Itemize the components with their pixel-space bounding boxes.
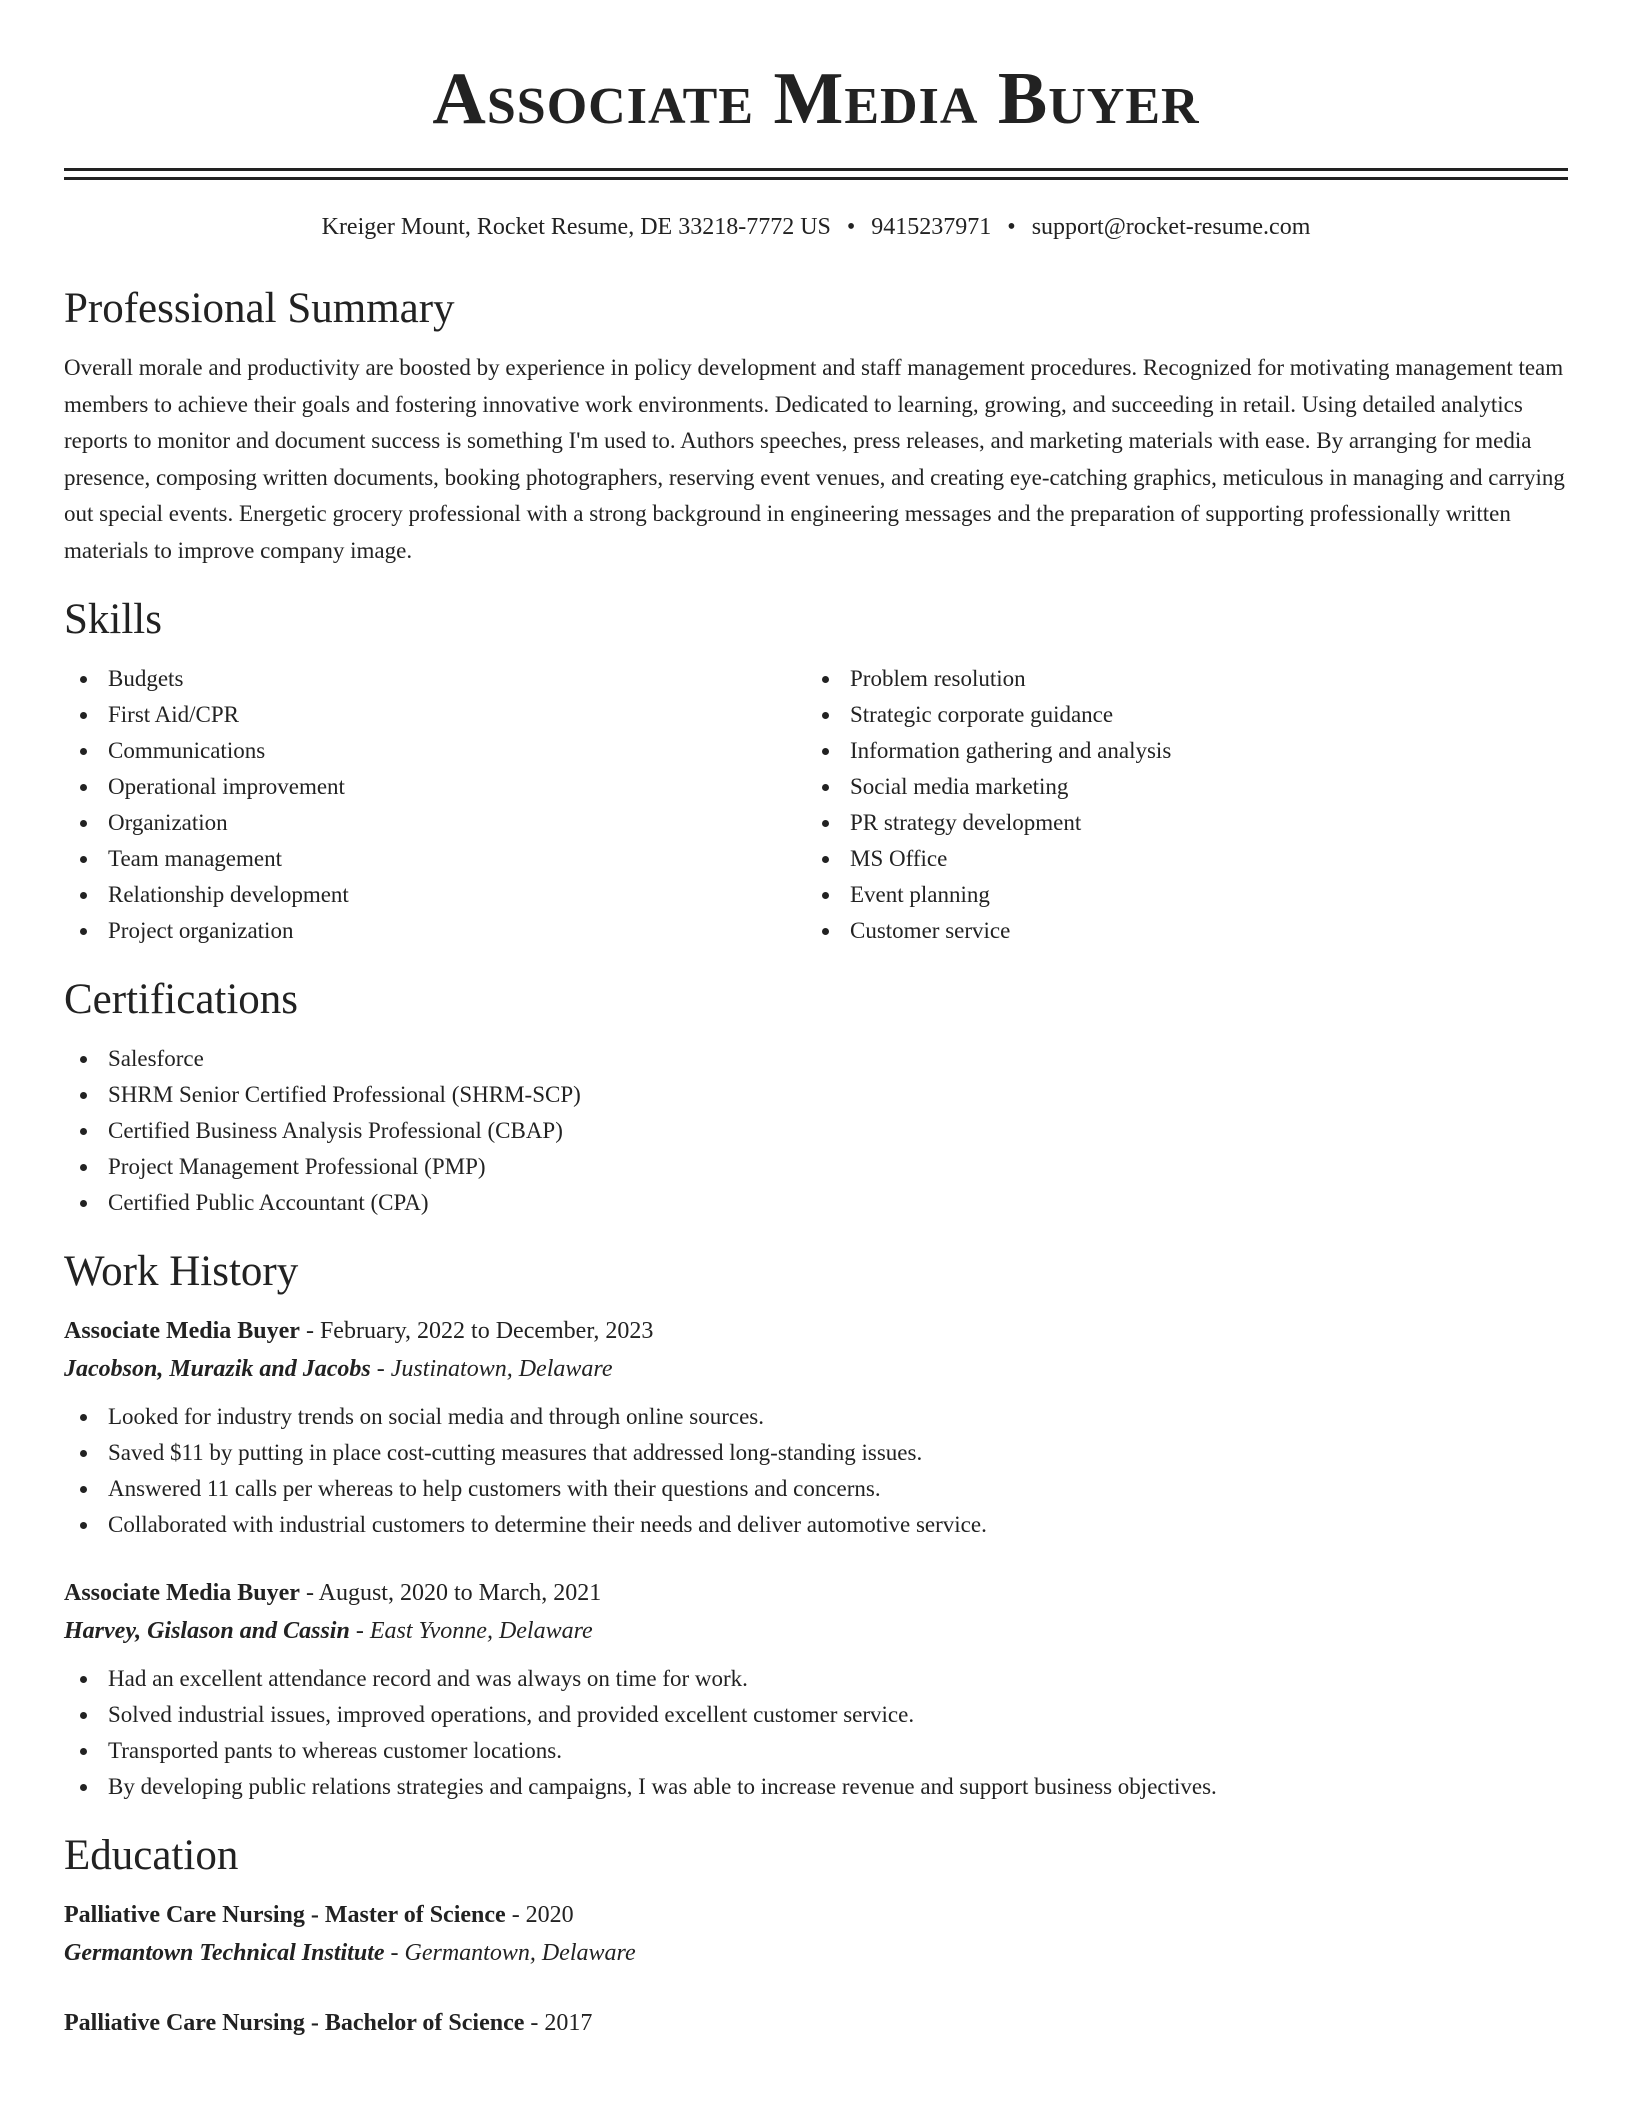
job-bullets [64,1661,1568,1805]
degree-year: - 2017 [524,2010,593,2036]
list-item: Customer service [806,913,1548,949]
list-item: Certified Business Analysis Professional (CBAP) [64,1113,1568,1149]
contact-email: support@rocket-resume.com [1031,214,1311,240]
certifications-section [64,975,1568,1221]
degree-name: Palliative Care Nursing - Bachelor of Science [64,2010,525,2036]
degree-line [64,1897,1568,1933]
summary-title: Professional Summary [64,285,455,332]
contact-phone: 9415237971 [871,214,992,240]
list-item: Organization [64,805,806,841]
job-company: Jacobson, Murazik and Jacobs [64,1356,371,1382]
school-name: Germantown Technical Institute [64,1940,385,1966]
degree-year: - 2020 [505,1902,574,1928]
contact-separator: • [846,214,856,240]
list-item: Looked for industry trends on social media and through online sources. [64,1399,1568,1435]
job-dates: - February, 2022 to December, 2023 [299,1318,654,1344]
list-item: Saved $11 by putting in place cost-cutting measures that addressed long-standing issues. [64,1435,1568,1471]
list-item: Transported pants to whereas customer locations. [64,1733,1568,1769]
skills-title: Skills [64,596,162,643]
list-item: Project organization [64,913,806,949]
job-location: - Justinatown, Delaware [370,1356,613,1382]
list-item: MS Office [806,841,1548,877]
list-item: Social media marketing [806,769,1548,805]
header-divider-bottom [64,177,1568,180]
list-item: Team management [64,841,806,877]
skills-list-right [806,661,1548,949]
job-company-line [64,1611,1568,1651]
job-role: Associate Media Buyer [64,1318,300,1344]
list-item: Relationship development [64,877,806,913]
school-location: - Germantown, Delaware [384,1940,636,1966]
certifications-list [64,1041,1568,1221]
list-item: Problem resolution [806,661,1548,697]
list-item: Collaborated with industrial customers to determine their needs and deliver automotive service. [64,1507,1568,1543]
list-item: First Aid/CPR [64,697,806,733]
job-title-line [64,1575,1568,1611]
work-history-title: Work History [64,1248,299,1295]
skills-list-left [64,661,806,949]
list-item: Salesforce [64,1041,1568,1077]
list-item: Event planning [806,877,1548,913]
list-item: By developing public relations strategies and campaigns, I was able to increase revenue and support business objectives. [64,1769,1568,1805]
contact-separator: • [1007,214,1016,240]
list-item: Had an excellent attendance record and was always on time for work. [64,1661,1568,1697]
list-item: Answered 11 calls per whereas to help customers with their questions and concerns. [64,1471,1568,1507]
degree-line [64,2005,1568,2041]
list-item: PR strategy development [806,805,1548,841]
education-title: Education [64,1832,239,1879]
summary-section [64,284,1568,569]
list-item: Solved industrial issues, improved operations, and provided excellent customer service. [64,1697,1568,1733]
list-item: Budgets [64,661,806,697]
list-item: Certified Public Accountant (CPA) [64,1185,1568,1221]
job-location: - East Yvonne, Delaware [349,1618,593,1644]
list-item: Strategic corporate guidance [806,697,1548,733]
certifications-title: Certifications [64,976,299,1023]
resume-page [64,0,1568,2041]
job-bullets [64,1399,1568,1543]
education-entry [64,2005,1568,2041]
resume-name: Associate Media Buyer [432,58,1200,140]
job-entry [64,1313,1568,1543]
job-company: Harvey, Gislason and Cassin [64,1618,350,1644]
contact-line [64,212,1568,242]
list-item: SHRM Senior Certified Professional (SHRM-SCP) [64,1077,1568,1113]
education-entry [64,1897,1568,1973]
job-company-line [64,1349,1568,1389]
contact-address: Kreiger Mount, Rocket Resume, DE 33218-7772 US [321,214,831,240]
skills-section [64,595,1568,949]
list-item: Project Management Professional (PMP) [64,1149,1568,1185]
work-history-section [64,1247,1568,1805]
list-item: Communications [64,733,806,769]
list-item: Information gathering and analysis [806,733,1548,769]
degree-name: Palliative Care Nursing - Master of Science [64,1902,506,1928]
education-section [64,1831,1568,2041]
school-line [64,1933,1568,1973]
job-role: Associate Media Buyer [64,1580,300,1606]
job-entry [64,1575,1568,1805]
job-dates: - August, 2020 to March, 2021 [299,1580,602,1606]
job-title-line [64,1313,1568,1349]
summary-text: Overall morale and productivity are boosted by experience in policy development and staff management procedures. Recognized for motivating management team members to achieve their goals and fostering innovative work environments. Dedicated to learning, growing, and succeeding in retail. Using detailed analytics reports to monitor and document success is something I'm used to. Authors speeches, press releases, and marketing materials with ease. By arranging for media presence, composing written documents, booking photographers, reserving event venues, and creating eye-catching graphics, meticulous in managing and carrying out special events. Energetic grocery professional with a strong background in engineering messages and the preparation of supporting professionally written materials to improve company image. [64,355,1565,563]
list-item: Operational improvement [64,769,806,805]
